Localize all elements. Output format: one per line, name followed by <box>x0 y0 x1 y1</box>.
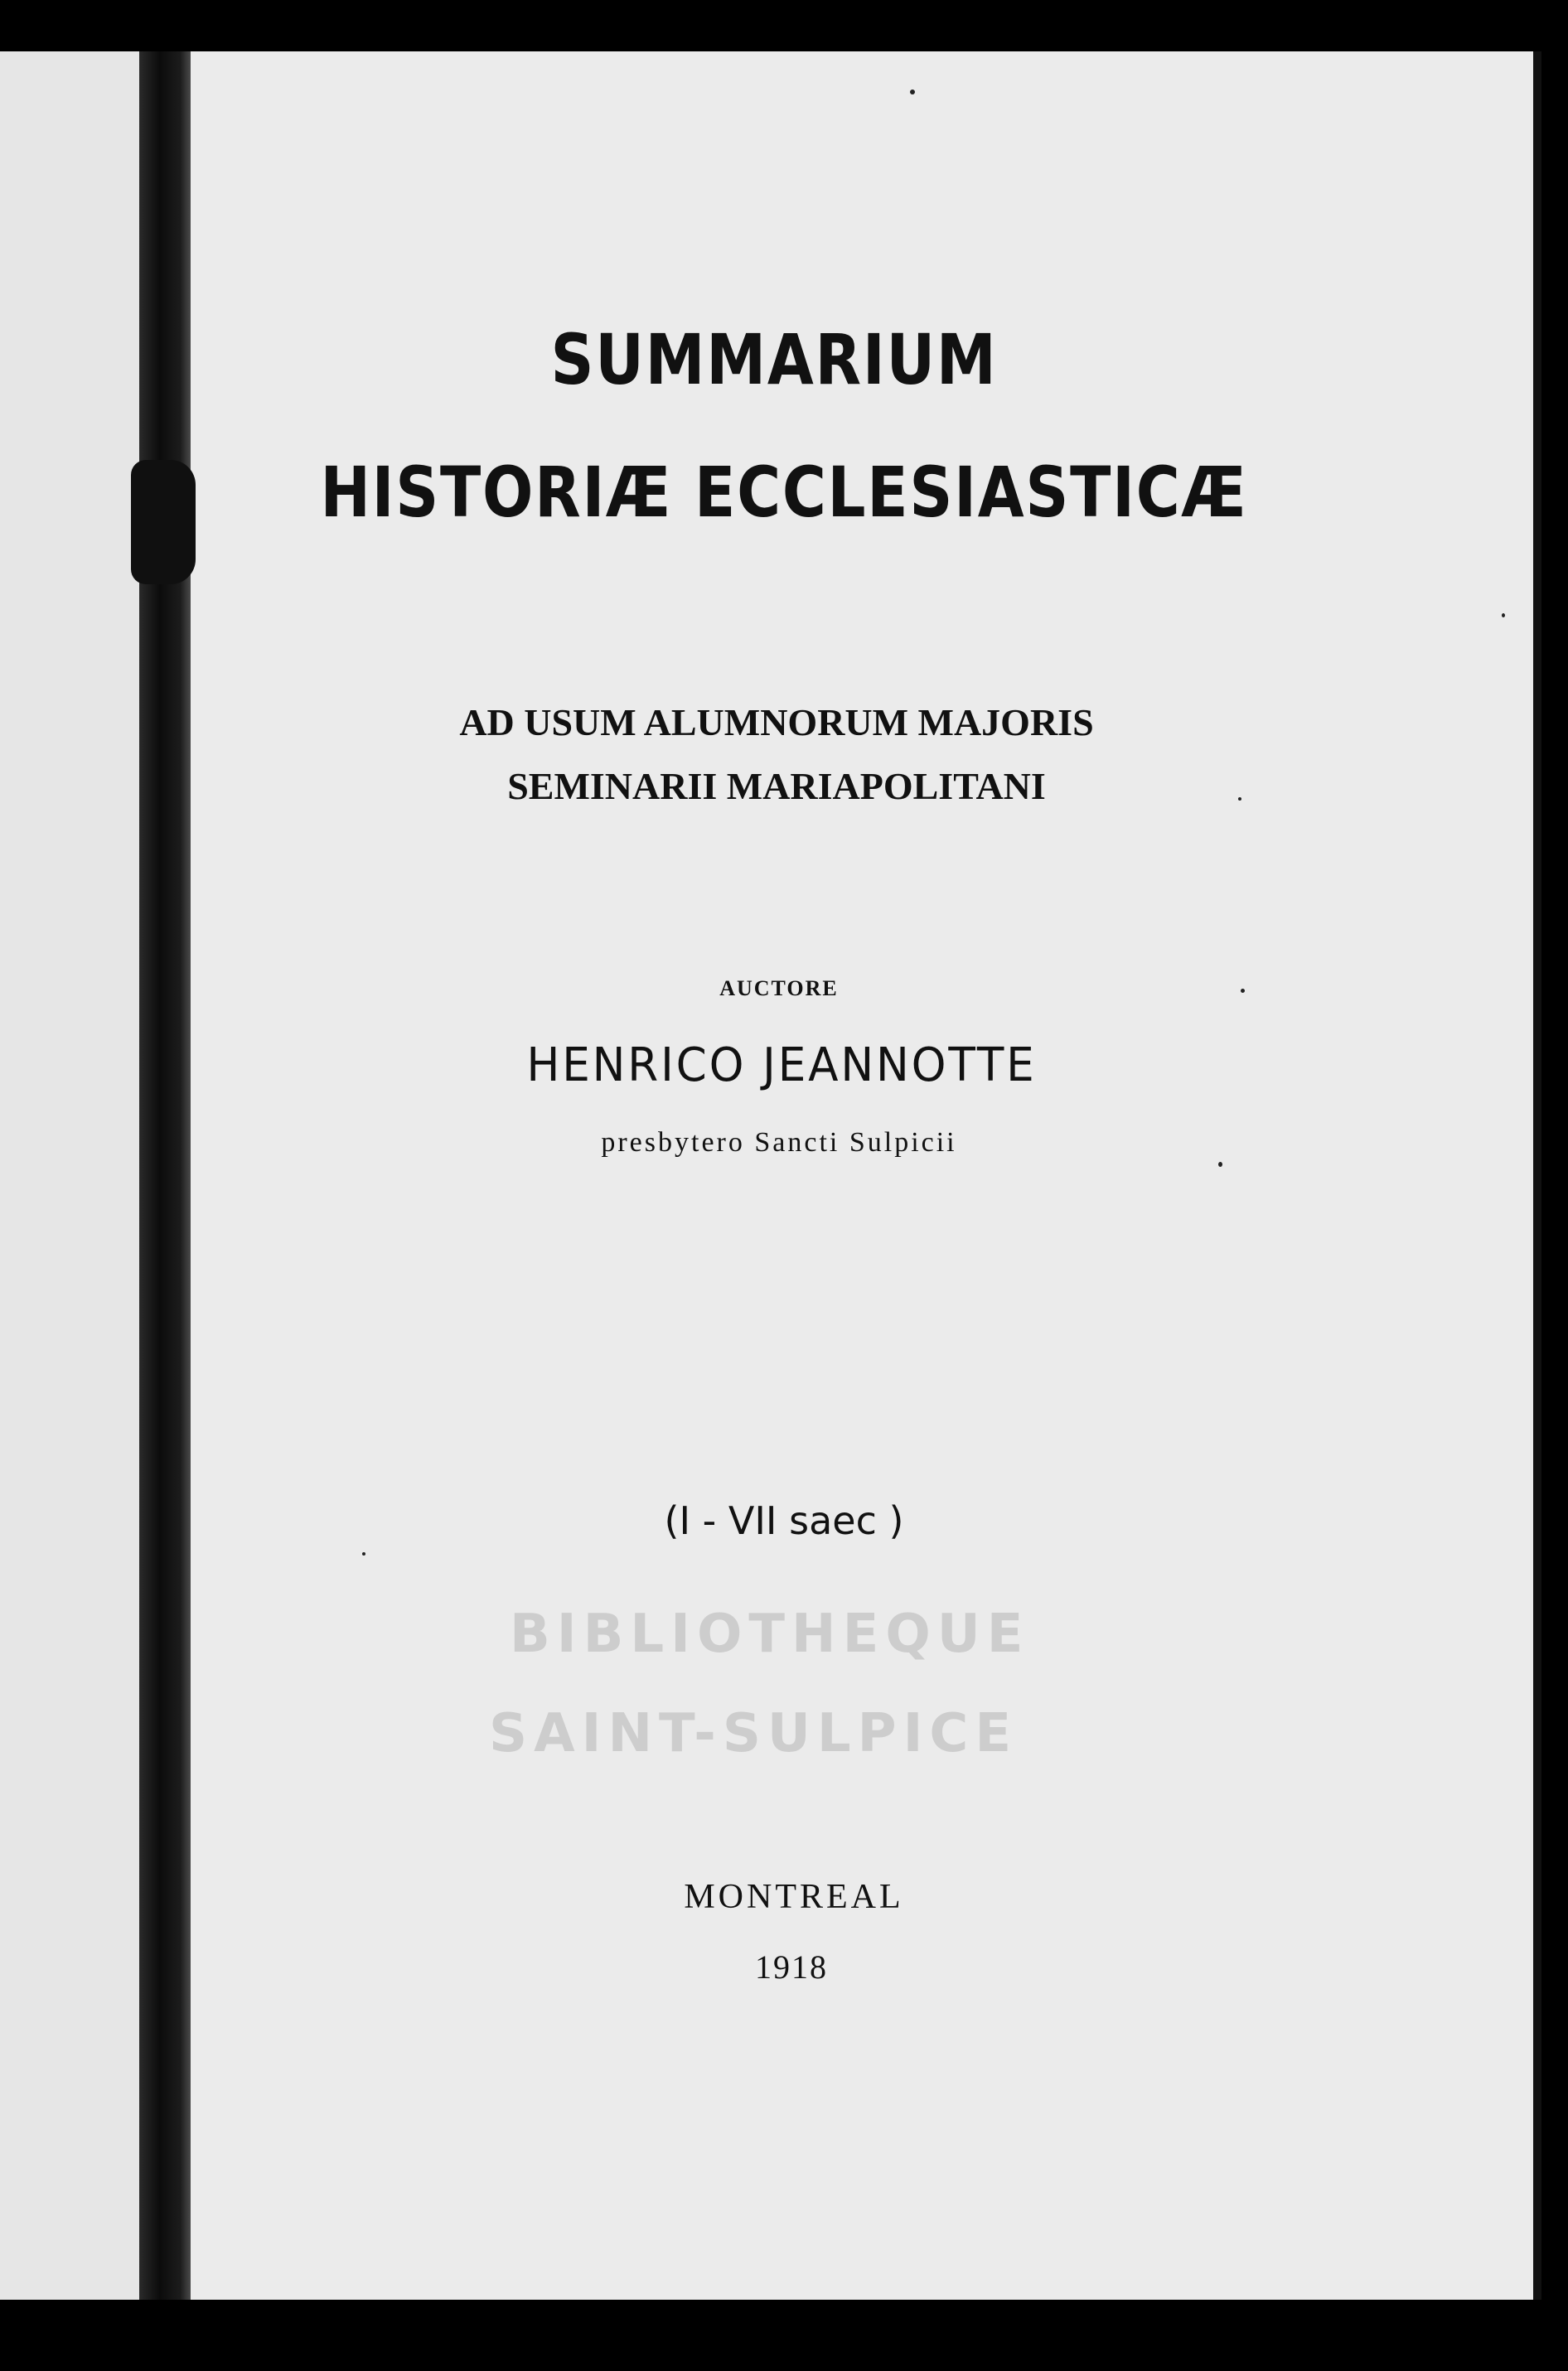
library-stamp-line-1: BIBLIOTHEQUE <box>510 1604 1030 1665</box>
scan-speck <box>910 90 915 94</box>
subtitle-line-1: AD USUM ALUMNORUM MAJORIS <box>459 701 1094 743</box>
volume-range: (I - VII saec ) <box>664 1498 904 1543</box>
author-role: presbytero Sancti Sulpicii <box>601 1127 957 1158</box>
title-line-1: SUMMARIUM <box>550 319 998 400</box>
library-stamp-line-2: SAINT-SULPICE <box>489 1703 1019 1764</box>
author-name: HENRICO JEANNOTTE <box>526 1038 1037 1092</box>
subtitle-line-2: SEMINARII MARIAPOLITANI <box>507 765 1046 807</box>
title-line-2: HISTORIÆ ECCLESIASTICÆ <box>320 452 1248 533</box>
scan-speck <box>362 1552 365 1556</box>
scan-speck <box>1502 613 1505 617</box>
scan-speck <box>1218 1162 1222 1167</box>
publication-place: MONTREAL <box>684 1878 904 1916</box>
publication-year: 1918 <box>755 1948 828 1986</box>
author-label: AUCTORE <box>719 976 839 1000</box>
